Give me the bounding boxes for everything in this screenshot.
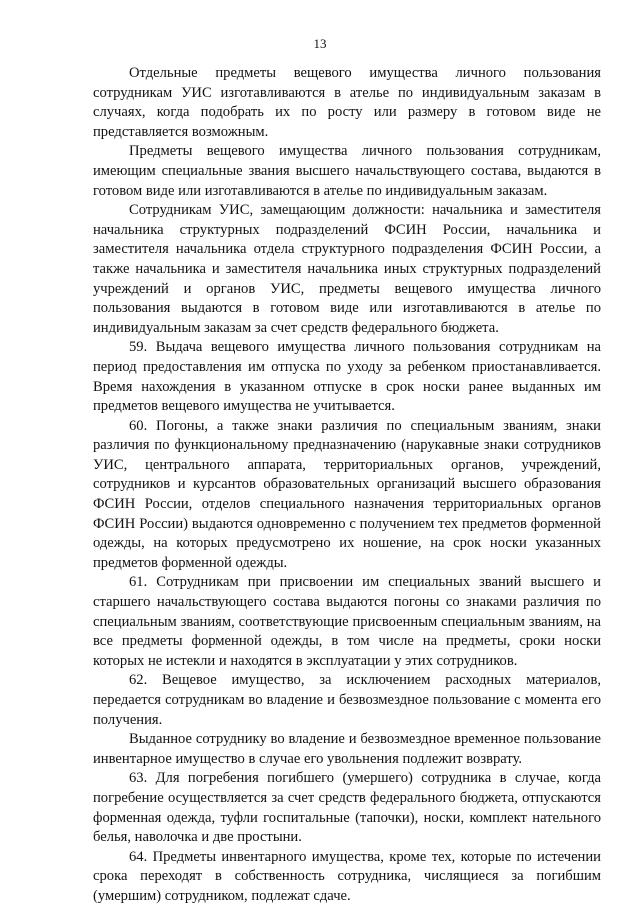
document-body xyxy=(93,64,601,907)
paragraph-item-61: 61. Сотрудникам при присвоении им специальных званий высшего и старшего начальствующего состава выдаются погоны со знаками различия по специальным званиям, соответствующие присвоенным специальным званиям, на все предметы форменной одежды, в том числе на предметы, сроки носки которых не истекли и находятся в эксплуатации у этих сотрудников. xyxy=(93,574,601,669)
paragraph-item-63: 63. Для погребения погибшего (умершего) сотрудника в случае, когда погребение осуществляется за счет средств федерального бюджета, отпускаются форменная одежда, туфли госпитальные (тапочки), носки, комплект нательного белья, наволочка и две простыни. xyxy=(93,770,601,846)
paragraph-item-64: 64. Предметы инвентарного имущества, кроме тех, которые по истечении срока переходят в собственность сотрудника, числящиеся за погибшим (умершим) сотрудником, подлежат сдаче. xyxy=(93,848,601,904)
page-number: 13 xyxy=(313,36,327,51)
paragraph-item-62: 62. Вещевое имущество, за исключением расходных материалов, передается сотрудникам во владение и безвозмездное пользование с момента его получения. xyxy=(93,672,601,728)
paragraph-item-60: 60. Погоны, а также знаки различия по специальным званиям, знаки различия по функциональному предназначению (нарукавные знаки сотрудников УИС, центрального аппарата, территориальных органов, учреждений, сотрудников и курсантов образовательных организаций высшего образования ФСИН России, отделов специального назначения территориальных органов ФСИН России) выдаются одновременно с получением тех предметов форменной одежды, на которых предусмотрено их ношение, на срок носки указанных предметов форменной одежды. xyxy=(93,417,601,571)
paragraph-custom-tailoring: Отдельные предметы вещевого имущества личного пользования сотрудникам УИС изготавливаются в ателье по индивидуальным заказам в случаях, когда подобрать их по росту или размеру в готовом виде не представляется возможным. xyxy=(93,65,601,140)
paragraph-inventory-return: Выданное сотруднику во владение и безвозмездное временное пользование инвентарное имущество в случае его увольнения подлежит возврату. xyxy=(93,731,601,767)
paragraph-item-59: 59. Выдача вещевого имущества личного пользования сотрудникам на период предоставления им отпуска по уходу за ребенком приостанавливается. Время нахождения в указанном отпуске в срок носки ранее выданных им предметов вещевого имущества не учитывается. xyxy=(93,339,601,415)
paragraph-department-heads: Сотрудникам УИС, замещающим должности: начальника и заместителя начальника структурных подразделений ФСИН России, начальника и заместителя начальника отдела структурного подразделения ФСИН России, а также начальника и заместителя начальника иных структурных подразделений учреждений и органов УИС, предметы вещевого имущества личного пользования выдаются в готовом виде или изготавливаются в ателье по индивидуальным заказам за счет средств федерального бюджета. xyxy=(93,202,601,336)
paragraph-senior-command-items: Предметы вещевого имущества личного пользования сотрудникам, имеющим специальные звания высшего начальствующего состава, выдаются в готовом виде или изготавливаются в ателье по индивидуальным заказам. xyxy=(93,143,601,199)
